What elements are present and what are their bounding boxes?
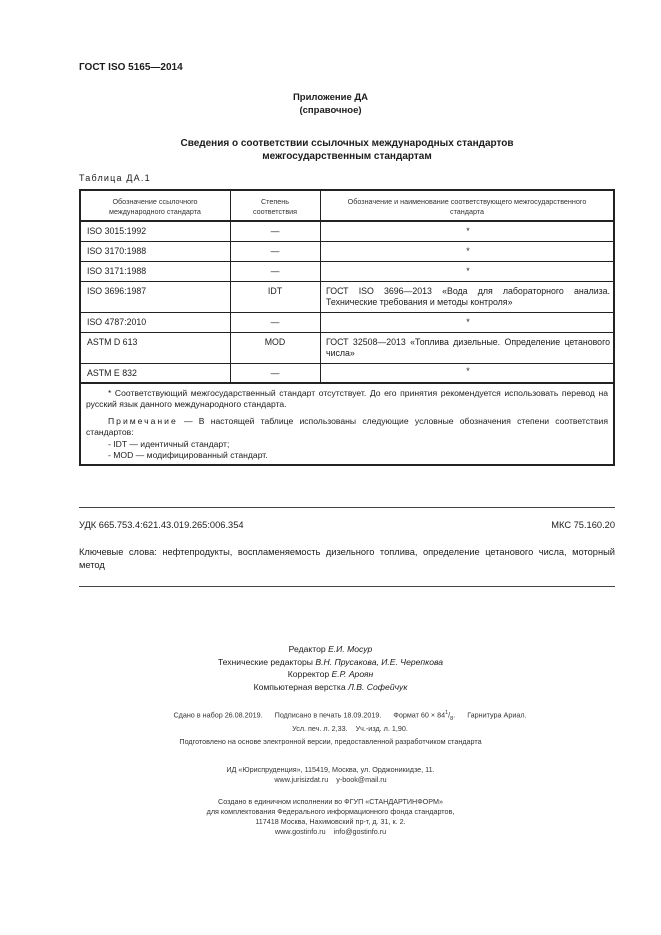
section-heading bbox=[79, 137, 615, 163]
credits-block bbox=[0, 643, 661, 693]
table-row-standard: ASTM E 832 bbox=[87, 368, 137, 378]
table-row-standard: ISO 3170:1988 bbox=[87, 246, 147, 256]
table-row-interstate: * bbox=[466, 246, 470, 256]
keywords: Ключевые слова: нефтепродукты, воспламеняемость дизельного топлива, определение цетанового числа, моторный метод bbox=[79, 547, 615, 570]
document-code: ГОСТ ISO 5165—2014 bbox=[79, 62, 183, 73]
annex-subtitle: (справочное) bbox=[299, 105, 362, 116]
made-contacts bbox=[0, 827, 661, 837]
table-row-degree: — bbox=[270, 226, 280, 236]
table-row-standard: ISO 3171:1988 bbox=[87, 266, 147, 276]
separator-bottom bbox=[79, 586, 615, 587]
header-interstate-standard: Обозначение и наименование соответствующего межгосударственного стандарта bbox=[347, 197, 587, 216]
made-line-1: Создано в единичном исполнении во ФГУП «СТАНДАРТИНФОРМ» bbox=[218, 797, 443, 806]
table-row-interstate: * bbox=[466, 366, 470, 376]
standartinform-info bbox=[0, 797, 661, 837]
table-row-standard: ISO 4787:2010 bbox=[87, 317, 147, 327]
table-row-interstate: * bbox=[466, 226, 470, 236]
credit-layout: Компьютерная верстка Л.В. Софейчук bbox=[253, 681, 408, 692]
header-international-standard: Обозначение ссылочного международного стандарта bbox=[109, 197, 201, 216]
table-footnote: * Соответствующий межгосударственный стандарт отсутствует. До его принятия рекомендуется использовать перевод на русский язык данного международного стандарта. bbox=[86, 388, 608, 409]
gostinfo-site-link[interactable]: www.gostinfo.ru bbox=[274, 827, 326, 836]
note-item-mod: - MOD — модифицированный стандарт. bbox=[108, 450, 268, 460]
publisher-info bbox=[0, 765, 661, 785]
table-row-degree: — bbox=[270, 317, 280, 327]
heading-line-1: Сведения о соответствии ссылочных международных стандартов bbox=[180, 138, 514, 149]
table-row-degree: MOD bbox=[264, 337, 286, 347]
table-row-standard: ISO 3015:1992 bbox=[87, 226, 147, 236]
made-line-2: для комплектования Федерального информационного фонда стандартов, bbox=[206, 807, 455, 816]
credit-editor: Редактор Е.И. Мосур bbox=[288, 644, 373, 654]
separator-top bbox=[79, 507, 615, 508]
table-row-degree: — bbox=[270, 246, 280, 256]
heading-line-2: межгосударственным стандартам bbox=[262, 151, 432, 162]
table-row-interstate: * bbox=[466, 266, 470, 276]
udk-code: УДК 665.753.4:621.43.019.265:006.354 bbox=[79, 520, 244, 530]
table-row-interstate: * bbox=[466, 317, 470, 327]
table-row-standard: ISO 3696:1987 bbox=[87, 286, 147, 296]
table-caption: Таблица ДА.1 bbox=[79, 173, 151, 183]
credit-corrector: Корректор Е.Р. Ароян bbox=[287, 669, 374, 679]
correspondence-table bbox=[79, 189, 615, 466]
credit-tech-editors: Технические редакторы В.Н. Прусакова, И.Е. Черепкова bbox=[217, 656, 444, 667]
publisher-contacts bbox=[0, 775, 661, 785]
note-label: Примечание bbox=[108, 416, 178, 426]
print-info bbox=[120, 708, 580, 734]
table-note bbox=[86, 416, 608, 438]
publisher-address: ИД «Юриспруденция», 115419, Москва, ул. Орджоникидзе, 11. bbox=[226, 765, 435, 774]
publisher-email-link[interactable]: y-book@mail.ru bbox=[336, 775, 387, 784]
print-line-1: Сдано в набор 26.08.2019. Подписано в печать 18.09.2019. Формат $60 \times 84^1/_8$. Гарнитура Ариал. bbox=[173, 710, 527, 722]
table-row-degree: IDT bbox=[267, 286, 283, 296]
table-row-standard: ASTM D 613 bbox=[87, 337, 138, 347]
table-row-degree: — bbox=[270, 368, 280, 378]
annex-title: Приложение ДА bbox=[292, 92, 369, 103]
table-row-interstate: ГОСТ 32508—2013 «Топлива дизельные. Определение цетанового числа» bbox=[326, 337, 610, 358]
print-line-2: Усл. печ. л. 2,33. Уч.-изд. л. 1,90. bbox=[292, 723, 408, 733]
publisher-site-link[interactable]: www.jurisizdat.ru bbox=[274, 775, 329, 784]
made-line-3: 117418 Москва, Нахимовский пр-т, д. 31, к. 2. bbox=[255, 817, 406, 826]
table-row-interstate: ГОСТ ISO 3696—2013 «Вода для лабораторного анализа. Технические требования и методы контроля» bbox=[326, 286, 610, 307]
gostinfo-email-link[interactable]: info@gostinfo.ru bbox=[333, 827, 387, 836]
note-text: — В настоящей таблице использованы следующие условные обозначения степени соответствия стандартов: bbox=[86, 416, 608, 437]
note-item-idt: - IDT — идентичный стандарт; bbox=[108, 439, 230, 449]
table-row-degree: — bbox=[270, 266, 280, 276]
source-note: Подготовлено на основе электронной версии, предоставленной разработчиком стандарта bbox=[179, 737, 482, 746]
mks-code: МКС 75.160.20 bbox=[551, 520, 615, 530]
header-degree: Степень соответствия bbox=[252, 197, 298, 216]
